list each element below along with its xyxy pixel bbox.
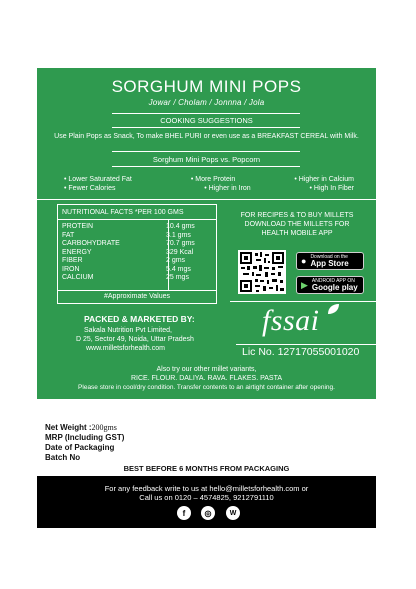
divider — [230, 301, 376, 302]
net-weight-label: Net Weight : — [45, 423, 92, 432]
nutrition-row — [62, 274, 212, 283]
best-before: BEST BEFORE 6 MONTHS FROM PACKAGING — [123, 464, 290, 473]
comparison-bullet: • Higher in Iron — [204, 185, 251, 192]
fssai-license: Lic No. 12717055001020 — [242, 346, 360, 358]
nutrient-name: IRON — [62, 265, 80, 273]
comparison-bullet: • High In Fiber — [309, 185, 354, 192]
contact-line-2: Call us on 0120 – 4574825, 9212791110 — [139, 493, 274, 502]
divider — [112, 113, 300, 114]
nutrition-row — [62, 257, 212, 266]
comparison-row-1 — [64, 176, 354, 183]
apple-icon: ● — [301, 256, 307, 266]
batch-label: Batch No — [45, 453, 81, 462]
nutrient-value: 2 gms — [166, 257, 186, 264]
contact-line-1: For any feedback write to us at hello@milletsforhealth.com or — [104, 484, 309, 493]
packer-line-3: www.milletsforhealth.com — [86, 345, 165, 352]
comparison-heading: Sorghum Mini Pops vs. Popcorn — [152, 155, 261, 164]
nutrition-row — [62, 240, 212, 249]
nutrient-name: FIBER — [62, 257, 83, 264]
comparison-bullet: • Lower Saturated Fat — [64, 176, 132, 183]
app-store-text — [310, 254, 348, 268]
google-play-text — [312, 278, 358, 292]
nutrient-name: CARBOHYDRATE — [62, 240, 120, 247]
divider — [57, 219, 217, 220]
nutrition-row — [62, 249, 212, 258]
net-weight — [45, 423, 117, 433]
app-store-label: App Store — [310, 259, 349, 268]
qr-code[interactable] — [238, 250, 286, 294]
nutrient-value: 70.7 gms — [166, 240, 195, 247]
leaf-icon — [326, 303, 340, 315]
nutrient-value: 329 Kcal — [166, 248, 194, 256]
packer-heading: PACKED & MARKETED BY: — [84, 314, 195, 324]
cooking-text: Use Plain Pops as Snack, To make BHEL PURI or even use as a BREAKFAST CEREAL with Milk. — [54, 133, 359, 140]
nutrition-heading: NUTRITIONAL FACTS *PER 100 GMS — [62, 209, 184, 216]
packer-line-2: D 25, Sector 49, Noida, Uttar Pradesh — [76, 336, 194, 343]
nutrition-row — [62, 232, 212, 241]
storage-note: Please store in cool/dry condition. Transfer contents to an airtight container after opening. — [78, 384, 335, 391]
comparison-bullet: • More Protein — [190, 176, 236, 183]
packer-line-1: Sakala Nutrition Pvt Limited, — [84, 327, 172, 334]
nutrient-name: CALCIUM — [62, 274, 94, 281]
nutrient-value: 5.4 mgs — [166, 265, 191, 273]
app-store-button[interactable] — [296, 252, 364, 270]
nutrition-table — [62, 223, 212, 283]
divider — [112, 151, 300, 152]
divider — [57, 290, 217, 291]
app-store-small-label: Download on the — [310, 254, 348, 260]
mrp-label: MRP (Including GST) — [45, 433, 125, 442]
nutrient-value: 25 mgs — [166, 274, 189, 281]
nutrient-value: 3.1 gms — [166, 231, 191, 239]
app-text: FOR RECIPES & TO BUY MILLETS DOWNLOAD THE MILLETS FOR HEALTH MOBILE APP — [240, 212, 354, 237]
nutrition-note: #Approximate Values — [103, 293, 171, 300]
packaging-date-label: Date of Packaging — [45, 443, 115, 452]
comparison-bullet: • Fewer Calories — [64, 185, 116, 192]
cooking-heading: COOKING SUGGESTIONS — [160, 116, 253, 125]
nutrient-name: PROTEIN — [62, 223, 94, 230]
google-play-button[interactable] — [296, 276, 364, 294]
nutrition-row — [62, 266, 212, 275]
google-play-small-label: ANDROID APP ON — [311, 278, 355, 284]
play-icon: ▶ — [301, 279, 308, 290]
net-weight-value: 200gms — [91, 423, 117, 432]
facebook-icon[interactable]: f — [177, 506, 191, 520]
variants-list: RICE. FLOUR. DALIYA. RAVA. FLAKES. PASTA — [130, 375, 283, 382]
instagram-icon[interactable]: ◎ — [201, 506, 215, 520]
variants-line: Also try our other millet variants, — [156, 366, 257, 373]
google-play-label: Google play — [311, 283, 358, 292]
product-subtitle: Jowar / Cholam / Jonnna / Jola — [148, 98, 265, 107]
fssai-logo: fssai — [262, 304, 320, 337]
product-title: SORGHUM MINI POPS — [111, 77, 302, 96]
comparison-bullet: • Higher in Calcium — [294, 176, 354, 183]
website-icon[interactable]: W — [226, 506, 240, 520]
nutrient-name: FAT — [62, 231, 75, 239]
divider — [112, 166, 300, 167]
divider — [236, 344, 376, 345]
divider — [112, 127, 300, 128]
nutrient-name: ENERGY — [62, 248, 92, 256]
comparison-row-2 — [64, 185, 354, 192]
nutrient-value: 10.4 gms — [166, 223, 195, 230]
divider — [37, 199, 376, 200]
nutrition-row — [62, 223, 212, 232]
